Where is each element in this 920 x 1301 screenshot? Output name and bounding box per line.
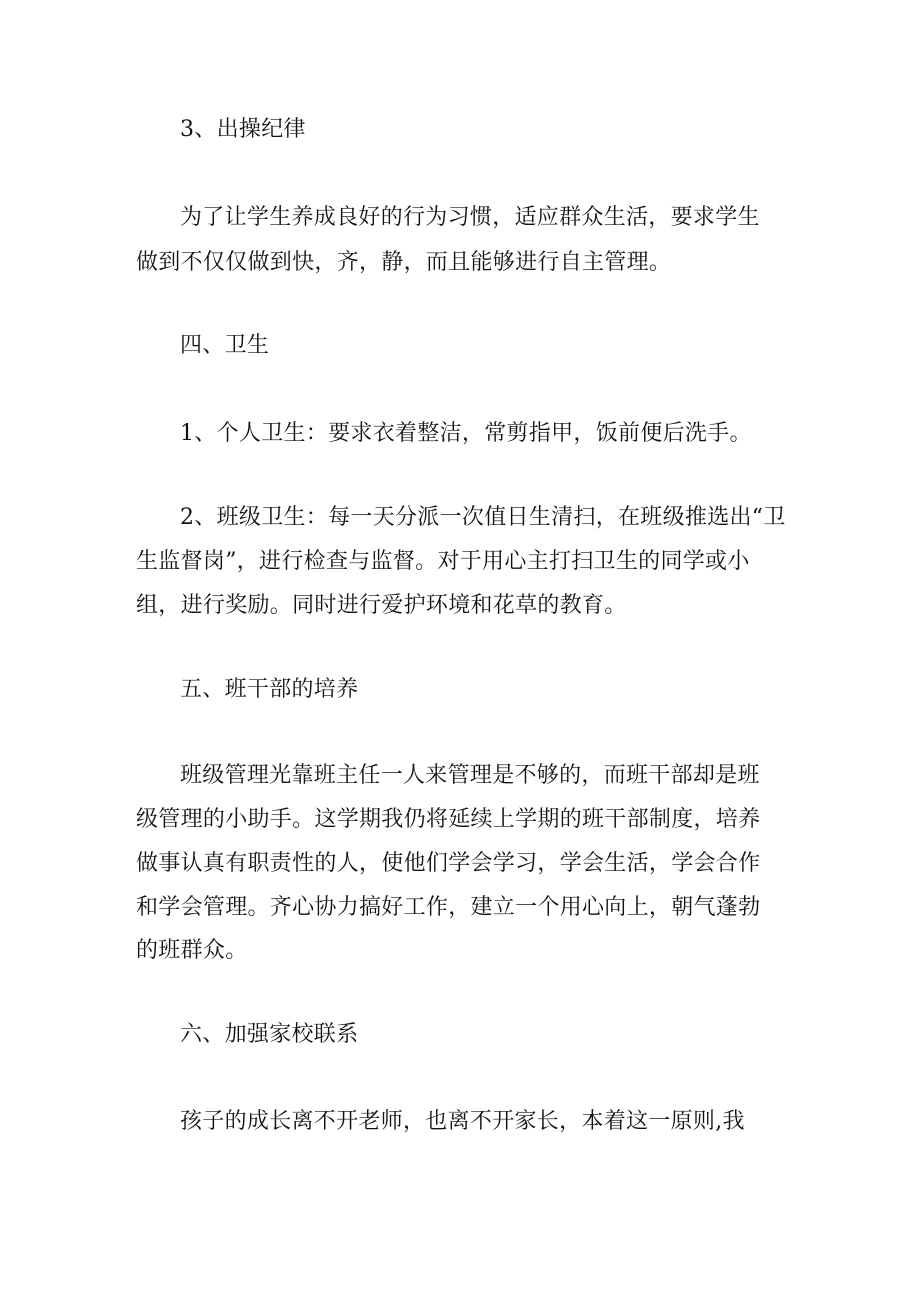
heading-home-school-contact: 六、加强家校联系	[180, 1022, 359, 1047]
paragraph-line: 做事认真有职责性的人，使他们学会学习，学会生活，学会合作	[136, 851, 761, 876]
paragraph-line: 做到不仅仅做到快，齐，静，而且能够进行自主管理。	[136, 250, 672, 275]
paragraph-line: 1、个人卫生：要求衣着整洁，常剪指甲，饭前便后洗手。	[180, 421, 752, 446]
paragraph-line: 生监督岗”，进行检查与监督。对于用心主打扫卫生的同学或小	[136, 549, 750, 574]
paragraph-line: 级管理的小助手。这学期我仍将延续上学期的班干部制度，培养	[136, 807, 761, 832]
paragraph-line: 班级管理光靠班主任一人来管理是不够的，而班干部却是班	[180, 763, 760, 788]
paragraph-line: 的班群众。	[136, 938, 248, 963]
paragraph-line: 孩子的成长离不开老师，也离不开家长，本着这一原则,我	[180, 1109, 745, 1134]
paragraph-line: 组，进行奖励。同时进行爱护环境和花草的教育。	[136, 593, 627, 618]
heading-hygiene: 四、卫生	[180, 333, 270, 358]
heading-exercise-discipline: 3、出操纪律	[180, 117, 306, 142]
paragraph-line: 2、班级卫生：每一天分派一次值日生清扫，在班级推选出“卫	[180, 505, 786, 530]
paragraph-line: 为了让学生养成良好的行为习惯，适应群众生活，要求学生	[180, 205, 760, 230]
heading-class-cadre-training: 五、班干部的培养	[180, 677, 359, 702]
paragraph-line: 和学会管理。齐心协力搞好工作，建立一个用心向上，朝气蓬勃	[136, 895, 761, 920]
